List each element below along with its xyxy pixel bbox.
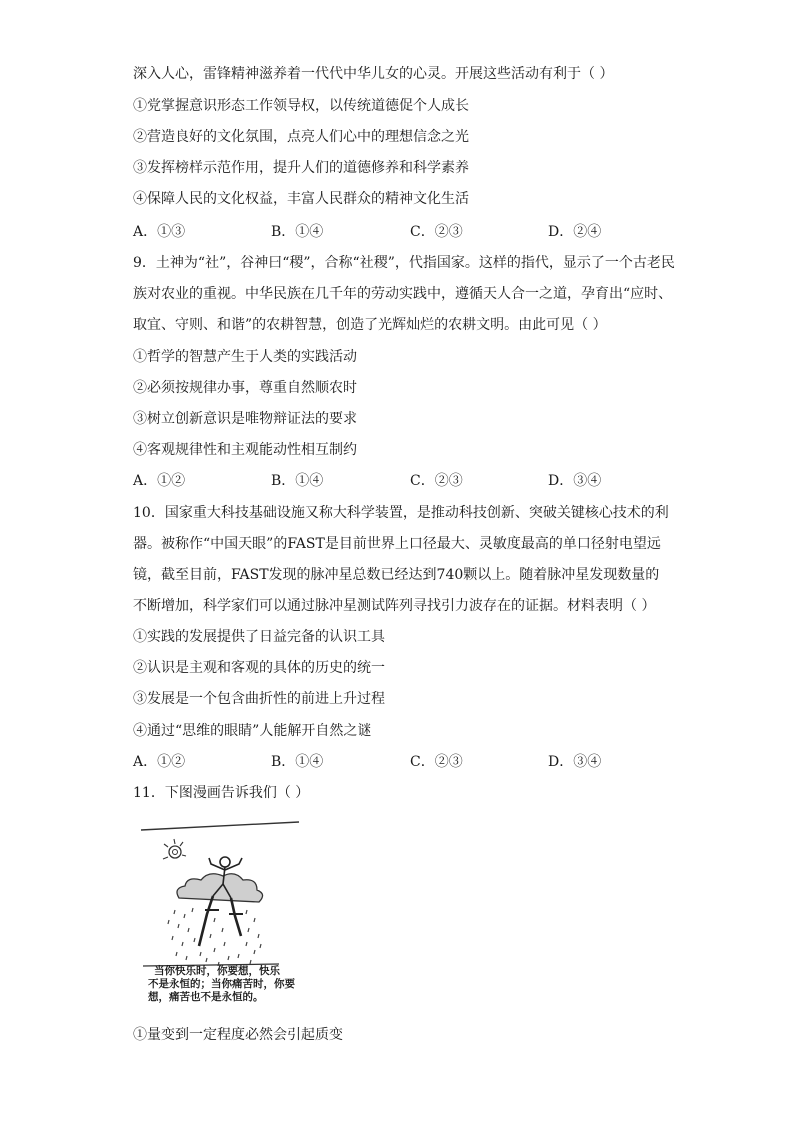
q10-item-3: ③发展是一个包含曲折性的前进上升过程: [133, 691, 385, 707]
q8-option-b[interactable]: B．①④: [271, 224, 324, 240]
q8-item-3: ③发挥榜样示范作用，提升人们的道德修养和科学素养: [133, 160, 469, 176]
q8-item-2: ②营造良好的文化氛围，点亮人们心中的理想信念之光: [133, 129, 469, 145]
q10-option-b[interactable]: B．①④: [271, 754, 324, 770]
q9-options: [133, 471, 693, 491]
q11-item-1: ①量变到一定程度必然会引起质变: [133, 1027, 343, 1043]
q8-item-1: ①党掌握意识形态工作领导权，以传统道德促个人成长: [133, 98, 469, 114]
q8-stem-tail: 深入人心，雷锋精神滋养着一代代中华儿女的心灵。开展这些活动有利于（ ）: [133, 66, 614, 82]
cartoon-frame-line: [141, 822, 299, 830]
q10-stem-line-3: 镜，截至目前，FAST发现的脉冲星总数已经达到740颗以上。随着脉冲星发现数量的: [133, 567, 660, 583]
q9-option-b[interactable]: B．①④: [271, 473, 324, 489]
q9-item-2: ②必须按规律办事，尊重自然顺农时: [133, 380, 357, 396]
q9-item-1: ①哲学的智慧产生于人类的实践活动: [133, 349, 357, 365]
q11-stem: 11．下图漫画告诉我们（ ）: [133, 785, 310, 801]
q9-stem-line-2: 族对农业的重视。中华民族在几千年的劳动实践中，遵循天人合一之道，孕育出“应时、: [133, 286, 673, 302]
cartoon-caption-line-2: 不是永恒的；当你痛苦时，你要: [148, 978, 295, 990]
q9-option-d[interactable]: D．③④: [548, 473, 602, 489]
q9-item-4: ④客观规律性和主观能动性相互制约: [133, 442, 357, 458]
sun-icon: [163, 839, 186, 859]
q10-option-a[interactable]: A．①②: [133, 754, 186, 770]
q8-option-c[interactable]: C．②③: [410, 224, 463, 240]
q8-option-a[interactable]: A．①③: [133, 224, 186, 240]
q10-stem-line-1: 10．国家重大科技基础设施又称大科学装置，是推动科技创新、突破关键核心技术的利: [133, 505, 669, 521]
q8-option-d[interactable]: D．②④: [548, 224, 602, 240]
q8-options: [133, 222, 693, 242]
q10-options: [133, 752, 693, 772]
q8-item-4: ④保障人民的文化权益，丰富人民群众的精神文化生活: [133, 191, 469, 207]
q9-option-c[interactable]: C．②③: [410, 473, 463, 489]
cartoon-caption-line-3: 想，痛苦也不是永恒的。: [148, 991, 264, 1003]
q10-option-c[interactable]: C．②③: [410, 754, 463, 770]
q9-stem-line-3: 取宜、守则、和谐”的农耕智慧，创造了光辉灿烂的农耕文明。由此可见（ ）: [133, 317, 607, 333]
rain-drops: [168, 908, 261, 966]
q10-option-d[interactable]: D．③④: [548, 754, 602, 770]
q10-stem-line-4: 不断增加，科学家们可以通过脉冲星测试阵列寻找引力波存在的证据。材料表明（ ）: [133, 598, 656, 614]
q9-item-3: ③树立创新意识是唯物辩证法的要求: [133, 411, 357, 427]
cartoon-caption-line-1: 当你快乐时，你要想，快乐: [154, 965, 280, 977]
q10-stem-line-2: 器。被称作“中国天眼”的FAST是目前世界上口径最大、灵敏度最高的单口径射电望远: [133, 536, 661, 552]
q9-option-a[interactable]: A．①②: [133, 473, 186, 489]
q9-stem-line-1: 9．土神为“社”，谷神曰“稷”，合称“社稷”，代指国家。这样的指代，显示了一个古老民: [133, 255, 675, 271]
q10-item-2: ②认识是主观和客观的具体的历史的统一: [133, 660, 385, 676]
q10-item-4: ④通过“思维的眼睛”人能解开自然之谜: [133, 723, 372, 739]
q10-item-1: ①实践的发展提供了日益完备的认识工具: [133, 629, 385, 645]
